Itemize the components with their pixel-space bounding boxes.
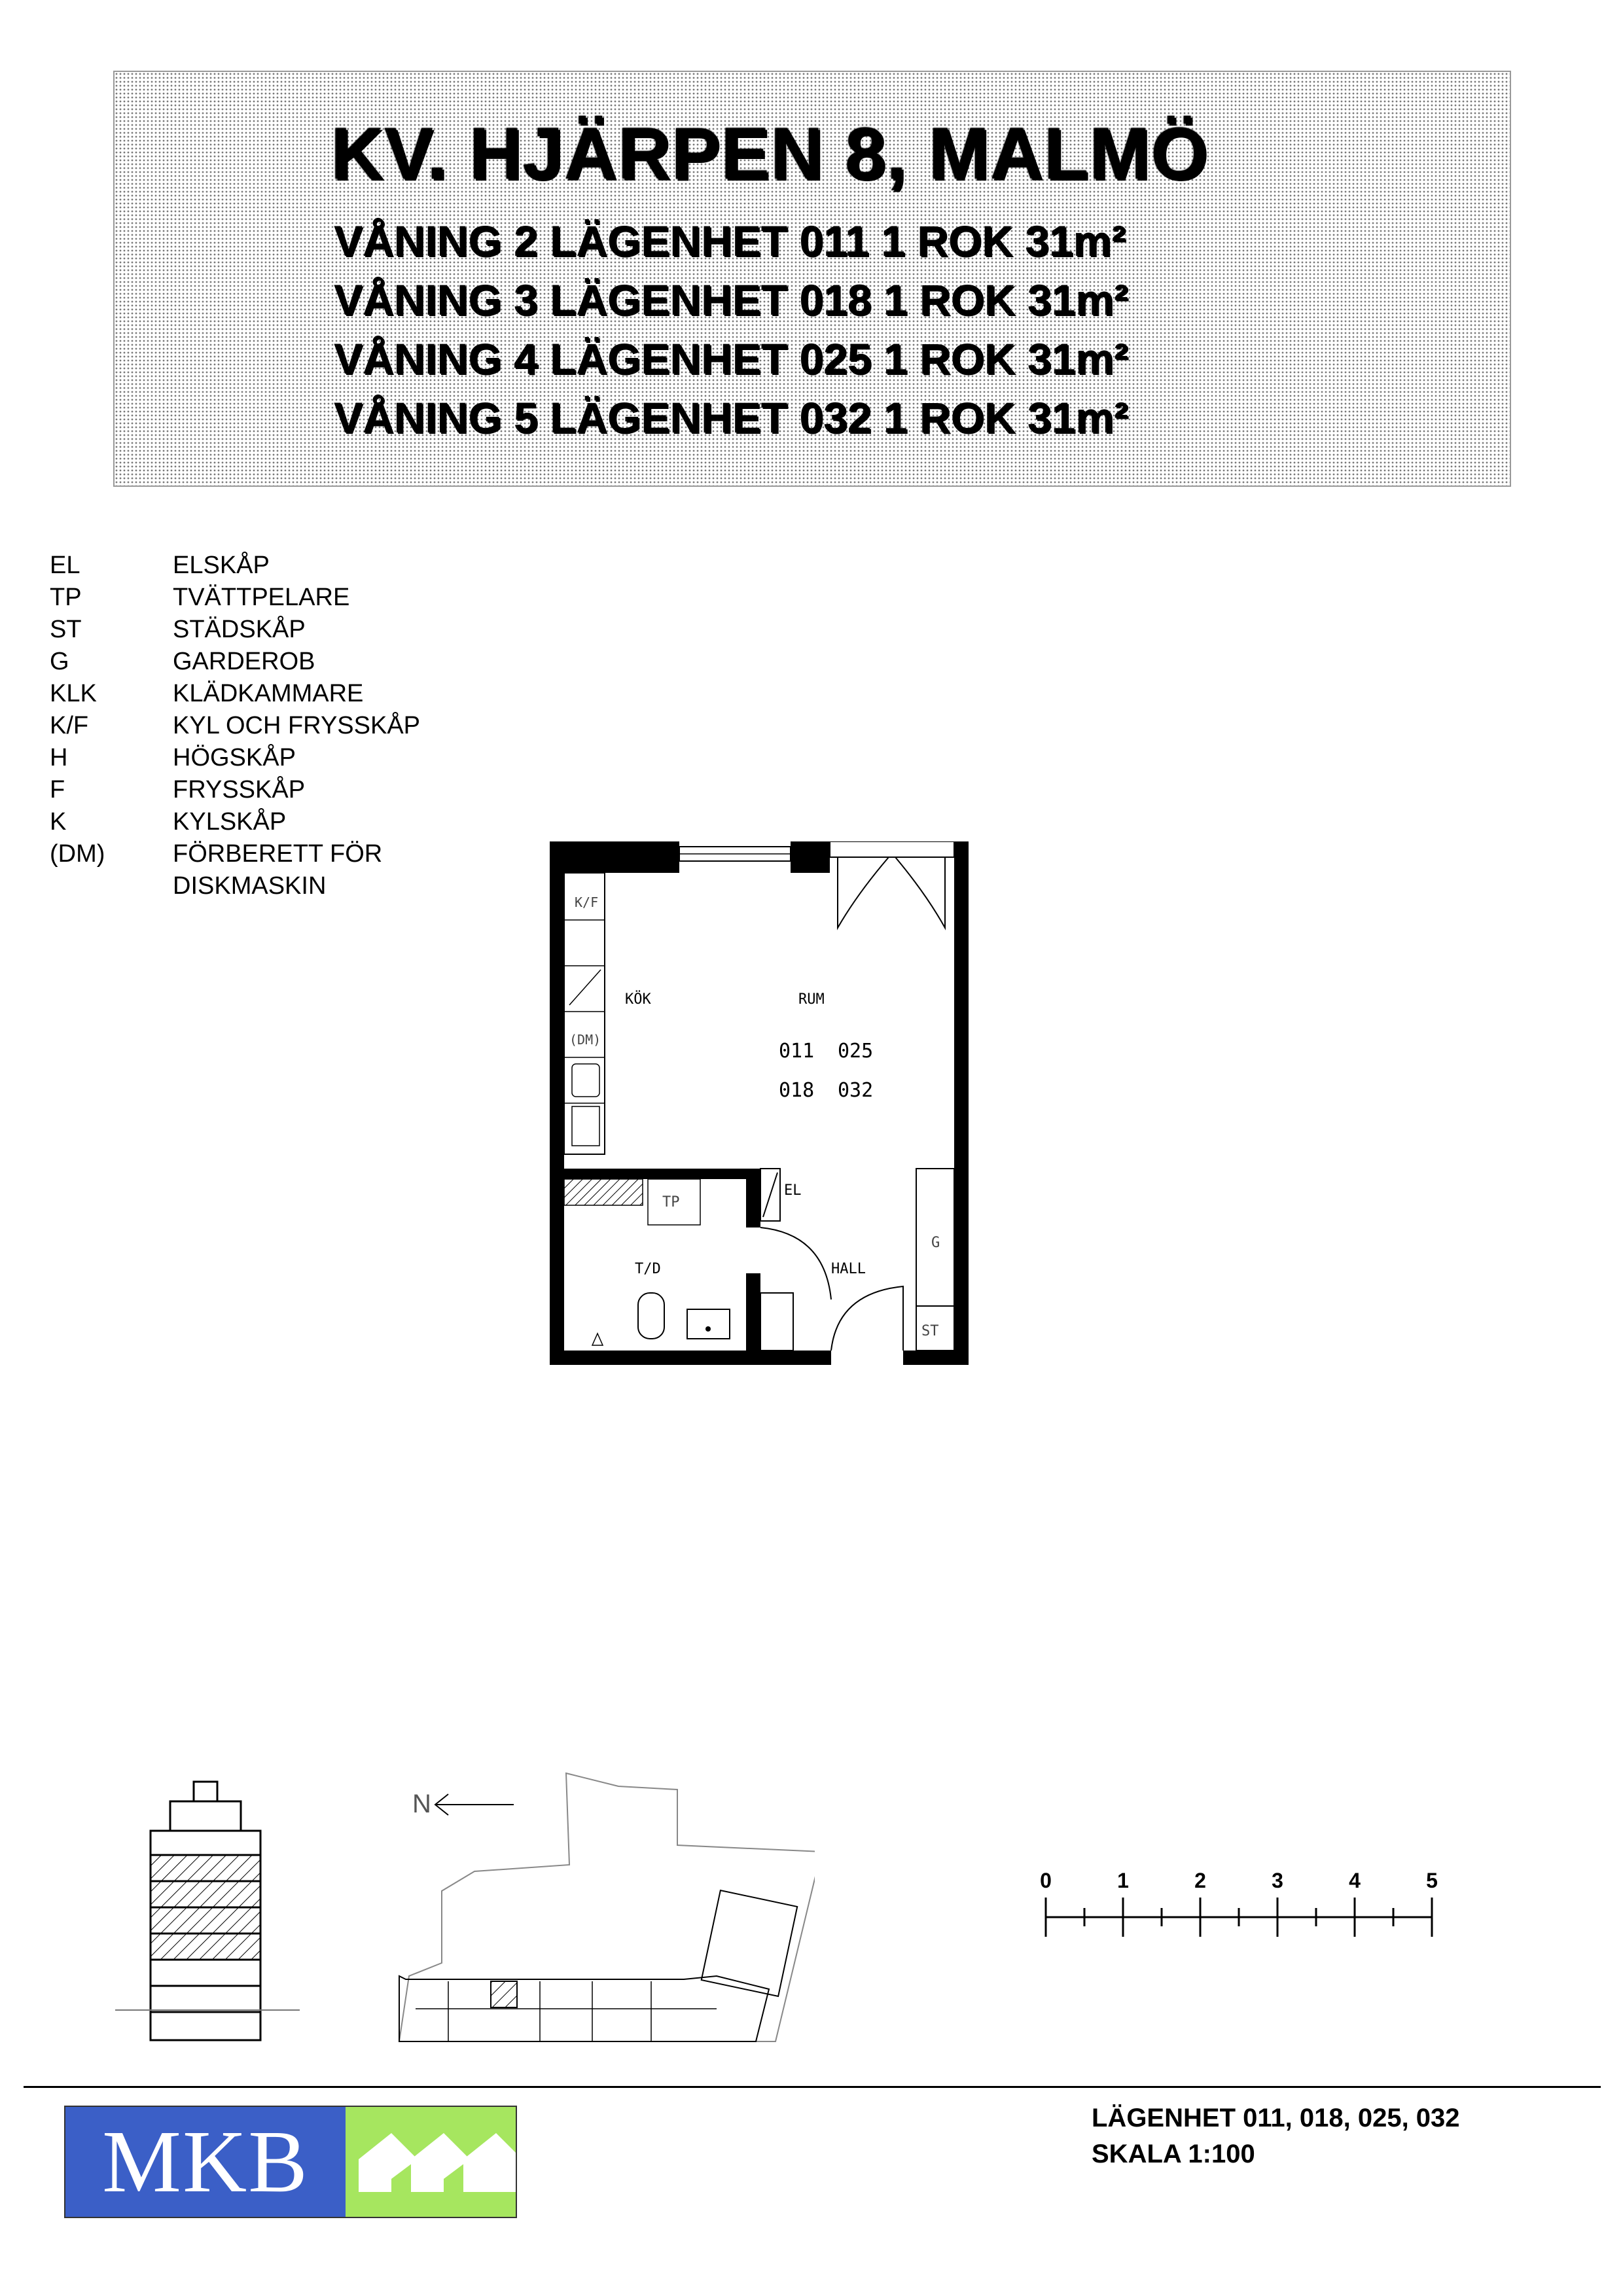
label-kf: K/F [575,894,599,910]
legend-abbr: ST [50,616,82,643]
wall-bathroom-top [564,1169,760,1179]
logo-text: MKB [65,2107,346,2217]
scale-tick-label: 1 [1117,1869,1129,1892]
site-plan [376,1760,815,2064]
scale-bar [1027,1865,1446,1950]
floor-line-3: VÅNING 3 LÄGENHET 018 1 ROK 31m² [334,275,1128,324]
scale-tick-label: 3 [1272,1869,1283,1892]
toilet-icon [638,1293,664,1339]
scale-tick-label: 2 [1194,1869,1206,1892]
legend-row [50,710,500,742]
legend-desc: GARDEROB [173,648,315,675]
legend-row [50,742,500,774]
floor-plan [550,841,969,1365]
legend [50,550,500,902]
legend-abbr: G [50,648,69,675]
legend-desc: STÄDSKÅP [173,616,306,643]
floor-line-2: VÅNING 2 LÄGENHET 011 1 ROK 31m² [334,217,1126,265]
legend-desc: ELSKÅP [173,552,270,579]
scale-tick-label: 5 [1426,1869,1438,1892]
label-st: ST [921,1323,939,1339]
apt-number: 018 [779,1079,815,1102]
hall-shelf [760,1293,793,1351]
drain-icon [592,1333,603,1345]
apt-number: 011 [779,1040,815,1063]
legend-abbr: EL [50,552,80,579]
kitchen-counter [564,873,605,1154]
wall-east-lower [954,1169,969,1365]
balcony-door-frame [830,841,954,857]
legend-desc: FRYSSKÅP [173,776,306,804]
wall-west [550,841,564,1365]
wall-east [954,841,969,1175]
entry-door-swing [831,1286,903,1351]
legend-row [50,678,500,710]
floor-locator [110,1776,306,2074]
legend-desc: FÖRBERETT FÖR [173,840,383,868]
legend-row [50,774,500,806]
wall-bathroom-gap [746,1227,760,1273]
wall-north-mid [791,841,830,873]
label-td: T/D [635,1261,661,1277]
legend-row [50,806,500,838]
footer-apartments: LÄGENHET 011, 018, 025, 032 [1092,2104,1460,2132]
legend-abbr: F [50,776,65,804]
label-el: EL [784,1182,802,1199]
chevron-icon [463,2133,516,2192]
legend-row [50,550,500,582]
legend-row [50,838,500,870]
footer-scale: SKALA 1:100 [1092,2140,1255,2168]
legend-row [50,646,500,678]
legend-abbr: TP [50,584,82,611]
bath-shelf [564,1179,643,1205]
bathroom-door-swing [760,1227,831,1299]
legend-desc: HÖGSKÅP [173,744,296,771]
legend-abbr: K/F [50,712,89,739]
label-tp: TP [662,1194,680,1210]
legend-row [50,870,500,902]
label-dm: (DM) [569,1032,601,1048]
legend-desc: TVÄTTPELARE [173,584,350,611]
apt-number: 032 [838,1079,874,1102]
washbasin-icon [687,1309,730,1339]
unit-highlight [491,1981,517,2007]
logo-arrows [346,2107,516,2217]
site-outline [399,1773,815,2041]
property-title: KV. HJÄRPEN 8, MALMÖ [330,113,1209,194]
legend-abbr: KLK [50,680,97,707]
legend-desc: KYL OCH FRYSSKÅP [173,712,421,739]
scale-tick-label: 0 [1040,1869,1052,1892]
legend-desc: DISKMASKIN [173,872,327,900]
legend-desc: KYLSKÅP [173,808,287,836]
floor-5-highlight [151,1855,260,1881]
apt-number: 025 [838,1040,874,1063]
scale-tick-label: 4 [1349,1869,1361,1892]
mkb-logo [64,2106,517,2218]
north-label: N [412,1790,431,1818]
label-kok: KÖK [625,991,651,1008]
balcony-door-swing [838,857,945,928]
label-rum: RUM [798,991,825,1008]
wall-south [550,1351,831,1365]
legend-abbr: K [50,808,67,836]
floor-2-highlight [151,1934,260,1960]
label-hall: HALL [831,1261,866,1277]
label-g: G [931,1235,940,1251]
floor-line-4: VÅNING 4 LÄGENHET 025 1 ROK 31m² [334,334,1128,383]
chevron-icon [359,2133,418,2192]
legend-row [50,614,500,646]
floor-4-highlight [151,1881,260,1907]
wall-north-west [550,841,679,873]
floor-3-highlight [151,1907,260,1934]
footer-divider [24,2086,1601,2088]
legend-abbr: (DM) [50,840,105,868]
legend-abbr: H [50,744,68,771]
chevron-icon [411,2133,470,2192]
legend-row [50,582,500,614]
legend-desc: KLÄDKAMMARE [173,680,364,707]
legend-abbr [50,870,173,902]
floor-line-5: VÅNING 5 LÄGENHET 032 1 ROK 31m² [334,393,1128,442]
